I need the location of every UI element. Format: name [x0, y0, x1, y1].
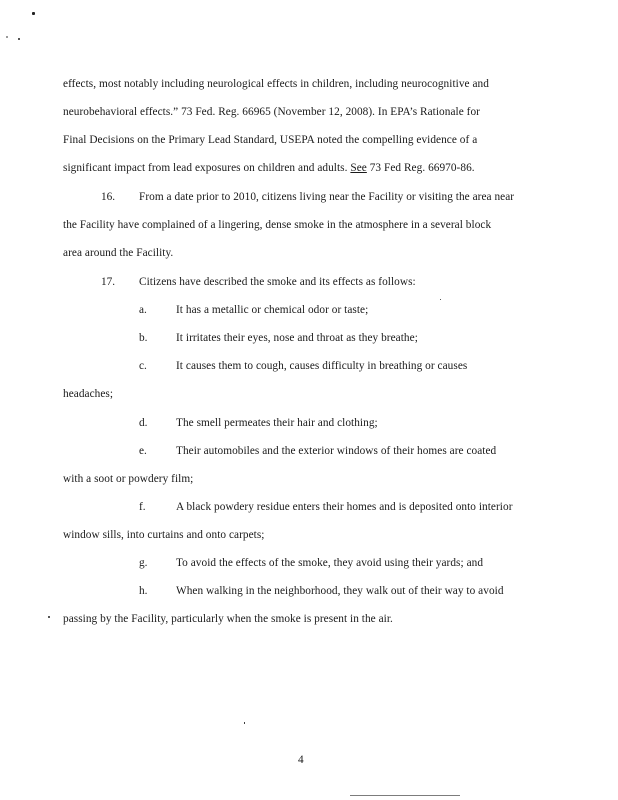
paragraph-16-line: area around the Facility. — [63, 247, 174, 259]
list-item-text: When walking in the neighborhood, they walk out of their way to avoid — [176, 585, 504, 597]
list-item-letter: c. — [139, 360, 147, 372]
paragraph-15-line: neurobehavioral effects.” 73 Fed. Reg. 66965 (November 12, 2008). In EPA’s Rationale for — [63, 106, 480, 118]
paragraph-15-citation: 73 Fed Reg. 66970-86. — [366, 162, 475, 174]
list-item-text: It has a metallic or chemical odor or taste; — [176, 304, 369, 316]
list-item-continuation: with a soot or powdery film; — [63, 473, 194, 485]
scan-edge-line — [350, 795, 460, 796]
scan-speck — [18, 38, 20, 40]
list-item-letter: f. — [139, 501, 146, 513]
page-number: 4 — [298, 754, 304, 766]
paragraph-15-line: effects, most notably including neurological effects in children, including neurocognitive and — [63, 78, 489, 90]
list-item-text: It causes them to cough, causes difficulty in breathing or causes — [176, 360, 468, 372]
paragraph-17-intro: Citizens have described the smoke and its effects as follows: — [139, 276, 416, 288]
list-item-letter: h. — [139, 585, 148, 597]
list-item-letter: d. — [139, 417, 148, 429]
list-item-text: A black powdery residue enters their homes and is deposited onto interior — [176, 501, 513, 513]
list-item-letter: a. — [139, 304, 147, 316]
scan-speck — [32, 12, 35, 15]
list-item-continuation: window sills, into curtains and onto carpets; — [63, 529, 265, 541]
scan-speck — [48, 616, 50, 618]
paragraph-15-line — [63, 161, 475, 175]
paragraph-16-line: the Facility have complained of a lingering, dense smoke in the atmosphere in a several block — [63, 219, 492, 231]
paragraph-16-line: From a date prior to 2010, citizens living near the Facility or visiting the area near — [139, 191, 515, 203]
citation-see: See — [350, 162, 367, 174]
paragraph-15-line: Final Decisions on the Primary Lead Standard, USEPA noted the compelling evidence of a — [63, 134, 478, 146]
paragraph-15-text: significant impact from lead exposures on children and adults. — [63, 162, 351, 174]
list-item-letter: b. — [139, 332, 148, 344]
list-item-continuation: passing by the Facility, particularly when the smoke is present in the air. — [63, 613, 393, 625]
paragraph-number: 17. — [101, 276, 116, 288]
list-item-letter: g. — [139, 557, 148, 569]
scan-speck — [6, 36, 8, 38]
list-item-text: The smell permeates their hair and clothing; — [176, 417, 378, 429]
list-item-text: It irritates their eyes, nose and throat as they breathe; — [176, 332, 418, 344]
list-item-text: Their automobiles and the exterior windows of their homes are coated — [176, 445, 497, 457]
scan-speck — [440, 299, 441, 300]
list-item-continuation: headaches; — [63, 388, 114, 400]
paragraph-number: 16. — [101, 191, 116, 203]
list-item-text: To avoid the effects of the smoke, they avoid using their yards; and — [176, 557, 484, 569]
list-item-letter: e. — [139, 445, 147, 457]
scan-speck — [244, 722, 245, 724]
